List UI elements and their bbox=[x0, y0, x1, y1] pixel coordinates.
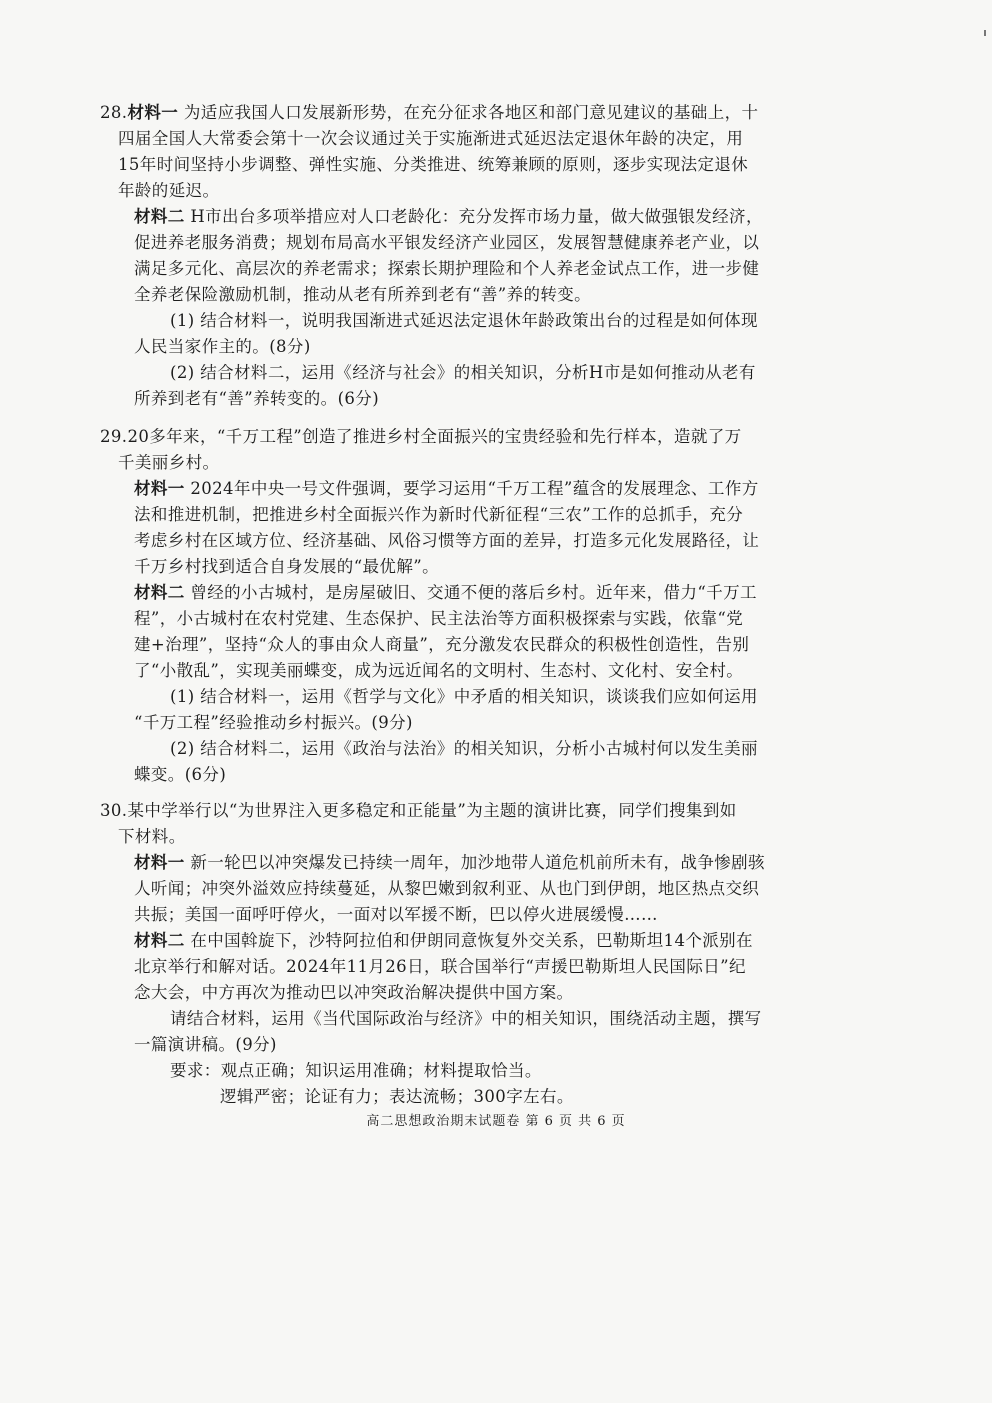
scan-mark bbox=[984, 30, 986, 36]
q28-material-2-line-3: 满足多元化、高层次的养老需求；探索长期护理险和个人养老金试点工作，进一步健 bbox=[134, 259, 760, 278]
q28-subquestion-2-line-2: 所养到老有“善”养转变的。(6分) bbox=[134, 389, 380, 408]
q30-intro-line-1: 30.某中学举行以“为世界注入更多稳定和正能量”为主题的演讲比赛，同学们搜集到如 bbox=[100, 801, 737, 820]
q30-number: 30. bbox=[100, 801, 128, 820]
question-28 bbox=[100, 100, 780, 412]
q28-material-2-line-2: 促进养老服务消费；规划布局高水平银发经济产业园区，发展智慧健康养老产业，以 bbox=[134, 233, 760, 252]
q29-subquestion-1-line-2: “千万工程”经验推动乡村振兴。(9分) bbox=[134, 713, 413, 732]
q29-intro-line-2: 千美丽乡村。 bbox=[118, 453, 220, 472]
q29-material-2-line-1: 材料二 曾经的小古城村，是房屋破旧、交通不便的落后乡村。近年来，借力“千万工 bbox=[134, 583, 757, 602]
q30-material-2-line-1: 材料二 在中国斡旋下，沙特阿拉伯和伊朗同意恢复外交关系，巴勒斯坦14个派别在 bbox=[134, 931, 753, 950]
q29-material-2-line-4: 了“小散乱”，实现美丽蝶变，成为远近闻名的文明村、生态村、文化村、安全村。 bbox=[134, 661, 744, 680]
q29-subquestion-1-line-1: (1) 结合材料一，运用《哲学与文化》中矛盾的相关知识，谈谈我们应如何运用 bbox=[170, 687, 758, 706]
q28-subquestion-1-line-2: 人民当家作主的。(8分) bbox=[134, 337, 311, 356]
q30-material-2-line-2: 北京举行和解对话。2024年11月26日，联合国举行“声援巴勒斯坦人民国际日”纪 bbox=[134, 957, 746, 976]
q29-material-1-line-1: 材料一 2024年中央一号文件强调，要学习运用“千万工程”蕴含的发展理念、工作方 bbox=[134, 479, 759, 498]
q30-requirement-2: 逻辑严密；论证有力；表达流畅；300字左右。 bbox=[220, 1087, 574, 1106]
q29-material-1-label: 材料一 bbox=[134, 479, 185, 498]
q28-material-1-line-1: 28.材料一 为适应我国人口发展新形势，在充分征求各地区和部门意见建议的基础上，十 bbox=[100, 103, 759, 122]
q29-intro-line-1: 29.20多年来，“千万工程”创造了推进乡村全面振兴的宝贵经验和先行样本，造就了万 bbox=[100, 427, 742, 446]
q30-task-line-1: 请结合材料，运用《当代国际政治与经济》中的相关知识，围绕活动主题，撰写 bbox=[170, 1009, 762, 1028]
q28-material-1-line-4: 年龄的延迟。 bbox=[118, 181, 220, 200]
q30-requirement-1: 要求：观点正确；知识运用准确；材料提取恰当。 bbox=[170, 1061, 542, 1080]
q28-material-1-label: 材料一 bbox=[127, 103, 179, 122]
question-29 bbox=[100, 424, 780, 788]
q30-task-line-2: 一篇演讲稿。(9分) bbox=[134, 1035, 277, 1054]
q28-subquestion-2-line-1: (2) 结合材料二，运用《经济与社会》的相关知识，分析H市是如何推动从老有 bbox=[170, 363, 756, 382]
page-footer: 高二思想政治期末试题卷 第 6 页 共 6 页 bbox=[366, 1114, 626, 1129]
q29-material-2-line-2: 程”，小古城村在农村党建、生态保护、民主法治等方面积极探索与实践，依靠“党 bbox=[134, 609, 744, 628]
q30-material-1-line-2: 人听闻；冲突外溢效应持续蔓延，从黎巴嫩到叙利亚、从也门到伊朗，地区热点交织 bbox=[134, 879, 760, 898]
q29-material-1-line-3: 考虑乡村在区域方位、经济基础、风俗习惯等方面的差异，打造多元化发展路径，让 bbox=[134, 531, 760, 550]
q28-material-1-line-2: 四届全国人大常委会第十一次会议通过关于实施渐进式延迟法定退休年龄的决定，用 bbox=[118, 129, 744, 148]
q29-subquestion-2-line-1: (2) 结合材料二，运用《政治与法治》的相关知识，分析小古城村何以发生美丽 bbox=[170, 739, 758, 758]
q29-material-2-line-3: 建+治理”，坚持“众人的事由众人商量”，充分激发农民群众的积极性创造性，告别 bbox=[134, 635, 750, 654]
q30-material-2-line-3: 念大会，中方再次为推动巴以冲突政治解决提供中国方案。 bbox=[134, 983, 574, 1002]
q30-intro-line-2: 下材料。 bbox=[118, 827, 186, 846]
q28-material-2-line-1: 材料二 H市出台多项举措应对人口老龄化：充分发挥市场力量，做大做强银发经济， bbox=[134, 207, 763, 226]
q29-subquestion-2-line-2: 蝶变。(6分) bbox=[134, 765, 227, 784]
q30-material-1-line-1: 材料一 新一轮巴以冲突爆发已持续一周年，加沙地带人道危机前所未有，战争惨剧骇 bbox=[134, 853, 765, 872]
q29-number: 29. bbox=[100, 427, 128, 446]
q28-material-2-line-4: 全养老保险激励机制，推动从老有所养到老有“善”养的转变。 bbox=[134, 285, 592, 304]
q29-material-1-line-2: 法和推进机制，把推进乡村全面振兴作为新时代新征程“三农”工作的总抓手，充分 bbox=[134, 505, 744, 524]
q29-material-1-line-4: 千万乡村找到适合自身发展的“最优解”。 bbox=[134, 557, 439, 576]
q29-material-2-label: 材料二 bbox=[134, 583, 185, 602]
q28-material-2-label: 材料二 bbox=[134, 207, 185, 226]
q28-material-1-line-3: 15年时间坚持小步调整、弹性实施、分类推进、统筹兼顾的原则，逐步实现法定退休 bbox=[118, 155, 749, 174]
q30-material-1-line-3: 共振；美国一面呼吁停火，一面对以军援不断，巴以停火进展缓慢…… bbox=[134, 905, 658, 924]
question-30 bbox=[100, 798, 780, 1110]
q30-material-2-label: 材料二 bbox=[134, 931, 185, 950]
q28-number: 28. bbox=[100, 103, 128, 122]
q28-subquestion-1-line-1: (1) 结合材料一，说明我国渐进式延迟法定退休年龄政策出台的过程是如何体现 bbox=[170, 311, 758, 330]
q30-material-1-label: 材料一 bbox=[134, 853, 185, 872]
